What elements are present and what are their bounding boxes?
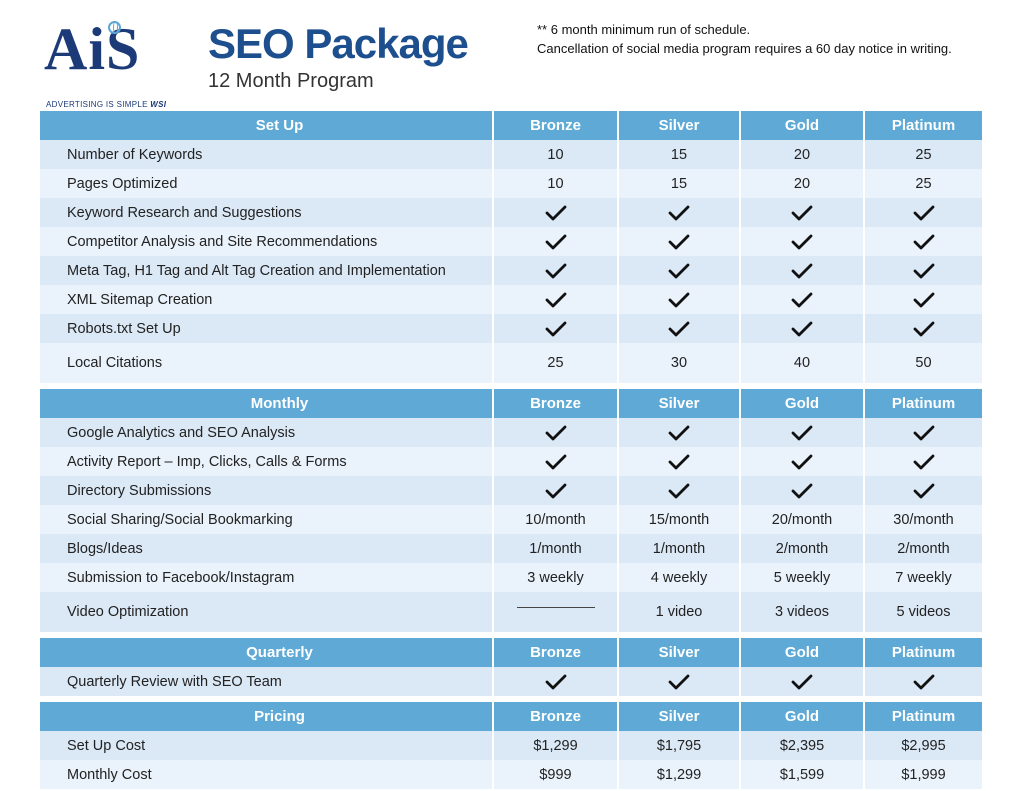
checkmark-icon xyxy=(790,673,814,691)
feature-label: Pages Optimized xyxy=(67,175,178,192)
checkmark-icon xyxy=(912,424,936,442)
checkmark-icon xyxy=(544,320,568,338)
cell-silver xyxy=(617,418,739,447)
table-row xyxy=(40,760,982,789)
tier-header-platinum: Platinum xyxy=(863,702,982,731)
feature-label: Directory Submissions xyxy=(67,482,212,499)
page-subtitle: 12 Month Program xyxy=(208,70,374,92)
section-pricing xyxy=(40,702,982,789)
cell-platinum xyxy=(863,476,982,505)
company-logo xyxy=(44,16,180,109)
cell-silver: 15 xyxy=(617,169,739,198)
checkmark-icon xyxy=(544,453,568,471)
cell-bronze xyxy=(492,476,617,505)
cell-platinum: 7 weekly xyxy=(863,563,982,592)
table-row xyxy=(40,476,982,505)
cell-platinum xyxy=(863,256,982,285)
checkmark-icon xyxy=(790,291,814,309)
tier-header-bronze: Bronze xyxy=(492,111,617,140)
package-table xyxy=(40,111,982,789)
cell-platinum xyxy=(863,667,982,696)
table-row xyxy=(40,198,982,227)
table-row xyxy=(40,285,982,314)
notes xyxy=(537,20,952,58)
feature-label: Social Sharing/Social Bookmarking xyxy=(67,511,293,528)
checkmark-icon xyxy=(912,453,936,471)
feature-label: Competitor Analysis and Site Recommendations xyxy=(67,233,378,250)
cell-platinum xyxy=(863,227,982,256)
checkmark-icon xyxy=(667,673,691,691)
not-included-dash xyxy=(517,607,595,608)
cell-gold: 20 xyxy=(739,140,863,169)
tier-header-silver: Silver xyxy=(617,389,739,418)
cell-bronze: 10 xyxy=(492,169,617,198)
cell-silver xyxy=(617,285,739,314)
cell-bronze: 3 weekly xyxy=(492,563,617,592)
logo-mark: AiS xyxy=(44,16,141,82)
feature-label: Blogs/Ideas xyxy=(67,540,143,557)
cell-silver xyxy=(617,198,739,227)
cell-silver: 15 xyxy=(617,140,739,169)
feature-label: Submission to Facebook/Instagram xyxy=(67,569,295,586)
cell-platinum: $1,999 xyxy=(863,760,982,789)
checkmark-icon xyxy=(667,482,691,500)
cell-gold: 2/month xyxy=(739,534,863,563)
table-row xyxy=(40,592,982,632)
checkmark-icon xyxy=(790,320,814,338)
tier-header-silver: Silver xyxy=(617,638,739,667)
cell-gold xyxy=(739,447,863,476)
checkmark-icon xyxy=(544,482,568,500)
checkmark-icon xyxy=(912,204,936,222)
section-set-up xyxy=(40,111,982,383)
cell-silver: 30 xyxy=(617,343,739,383)
checkmark-icon xyxy=(790,424,814,442)
cell-silver xyxy=(617,476,739,505)
checkmark-icon xyxy=(912,673,936,691)
checkmark-icon xyxy=(912,262,936,280)
tier-header-bronze: Bronze xyxy=(492,389,617,418)
cell-silver xyxy=(617,227,739,256)
feature-label: Set Up Cost xyxy=(67,737,146,754)
cell-silver: 15/month xyxy=(617,505,739,534)
tier-header-gold: Gold xyxy=(739,389,863,418)
cell-platinum xyxy=(863,198,982,227)
table-row xyxy=(40,256,982,285)
cell-gold xyxy=(739,256,863,285)
cell-bronze xyxy=(492,418,617,447)
tier-header-platinum: Platinum xyxy=(863,111,982,140)
cell-bronze xyxy=(492,314,617,343)
tier-header-gold: Gold xyxy=(739,702,863,731)
feature-label: Meta Tag, H1 Tag and Alt Tag Creation and Implementation xyxy=(67,262,446,279)
table-row xyxy=(40,343,982,383)
cell-silver: 1/month xyxy=(617,534,739,563)
cell-gold: 20/month xyxy=(739,505,863,534)
checkmark-icon xyxy=(544,291,568,309)
checkmark-icon xyxy=(544,673,568,691)
checkmark-icon xyxy=(667,233,691,251)
cell-gold: 20 xyxy=(739,169,863,198)
cell-gold: 3 videos xyxy=(739,592,863,632)
checkmark-icon xyxy=(667,424,691,442)
tier-header-platinum: Platinum xyxy=(863,389,982,418)
globe-icon xyxy=(108,21,121,34)
page-title: SEO Package xyxy=(208,20,468,67)
cell-bronze xyxy=(492,285,617,314)
checkmark-icon xyxy=(667,291,691,309)
checkmark-icon xyxy=(667,320,691,338)
table-row xyxy=(40,447,982,476)
section-title: Pricing xyxy=(254,708,305,725)
cell-silver xyxy=(617,447,739,476)
cell-silver: $1,299 xyxy=(617,760,739,789)
cell-bronze: $999 xyxy=(492,760,617,789)
cell-bronze xyxy=(492,667,617,696)
checkmark-icon xyxy=(912,233,936,251)
checkmark-icon xyxy=(912,291,936,309)
checkmark-icon xyxy=(667,262,691,280)
cell-silver xyxy=(617,256,739,285)
cell-bronze xyxy=(492,447,617,476)
logo-tagline xyxy=(46,100,166,109)
feature-label: Video Optimization xyxy=(67,604,189,620)
cell-silver: 1 video xyxy=(617,592,739,632)
feature-label: Local Citations xyxy=(67,355,163,371)
cell-gold xyxy=(739,314,863,343)
cell-platinum xyxy=(863,314,982,343)
table-row xyxy=(40,505,982,534)
cell-platinum: $2,995 xyxy=(863,731,982,760)
cell-gold xyxy=(739,418,863,447)
tier-header-gold: Gold xyxy=(739,638,863,667)
logo-partner: WSI xyxy=(150,100,167,109)
cell-bronze xyxy=(492,256,617,285)
cell-silver xyxy=(617,667,739,696)
cell-gold xyxy=(739,198,863,227)
tier-header-platinum: Platinum xyxy=(863,638,982,667)
cell-gold: $2,395 xyxy=(739,731,863,760)
cell-platinum xyxy=(863,285,982,314)
section-title: Monthly xyxy=(250,395,309,412)
checkmark-icon xyxy=(667,453,691,471)
section-header-row xyxy=(40,702,982,731)
table-row xyxy=(40,140,982,169)
section-monthly xyxy=(40,389,982,632)
checkmark-icon xyxy=(912,320,936,338)
cell-platinum: 50 xyxy=(863,343,982,383)
checkmark-icon xyxy=(667,204,691,222)
cell-gold: $1,599 xyxy=(739,760,863,789)
cell-bronze: 10 xyxy=(492,140,617,169)
cell-gold: 5 weekly xyxy=(739,563,863,592)
feature-label: Keyword Research and Suggestions xyxy=(67,204,302,221)
cell-bronze: $1,299 xyxy=(492,731,617,760)
table-row xyxy=(40,418,982,447)
section-quarterly xyxy=(40,638,982,696)
feature-label: Monthly Cost xyxy=(67,766,152,783)
section-header-row xyxy=(40,389,982,418)
cell-gold xyxy=(739,476,863,505)
feature-label: Robots.txt Set Up xyxy=(67,320,181,337)
table-row xyxy=(40,314,982,343)
cell-gold xyxy=(739,285,863,314)
table-row xyxy=(40,667,982,696)
logo-tagline-text: ADVERTISING IS SIMPLE xyxy=(46,100,148,109)
cell-silver xyxy=(617,314,739,343)
note-cancellation: Cancellation of social media program requires a 60 day notice in writing. xyxy=(537,41,952,56)
cell-bronze: 25 xyxy=(492,343,617,383)
section-header-row xyxy=(40,638,982,667)
cell-bronze: 10/month xyxy=(492,505,617,534)
checkmark-icon xyxy=(790,262,814,280)
section-title: Quarterly xyxy=(246,644,313,661)
tier-header-silver: Silver xyxy=(617,702,739,731)
checkmark-icon xyxy=(790,204,814,222)
feature-label: Activity Report – Imp, Clicks, Calls & Forms xyxy=(67,453,347,470)
cell-bronze: 1/month xyxy=(492,534,617,563)
table-row xyxy=(40,563,982,592)
cell-platinum: 5 videos xyxy=(863,592,982,632)
feature-label: Number of Keywords xyxy=(67,146,203,163)
cell-bronze xyxy=(492,227,617,256)
tier-header-bronze: Bronze xyxy=(492,702,617,731)
tier-header-bronze: Bronze xyxy=(492,638,617,667)
checkmark-icon xyxy=(912,482,936,500)
table-row xyxy=(40,731,982,760)
table-row xyxy=(40,169,982,198)
cell-platinum xyxy=(863,418,982,447)
checkmark-icon xyxy=(790,453,814,471)
cell-bronze xyxy=(492,592,617,632)
cell-silver: $1,795 xyxy=(617,731,739,760)
cell-gold xyxy=(739,227,863,256)
checkmark-icon xyxy=(544,204,568,222)
section-header-row xyxy=(40,111,982,140)
tier-header-gold: Gold xyxy=(739,111,863,140)
cell-platinum: 25 xyxy=(863,140,982,169)
table-row xyxy=(40,534,982,563)
feature-label: XML Sitemap Creation xyxy=(67,291,213,308)
checkmark-icon xyxy=(790,233,814,251)
cell-platinum xyxy=(863,447,982,476)
checkmark-icon xyxy=(544,424,568,442)
section-title: Set Up xyxy=(255,117,304,134)
cell-gold: 40 xyxy=(739,343,863,383)
tier-header-silver: Silver xyxy=(617,111,739,140)
cell-platinum: 30/month xyxy=(863,505,982,534)
note-minimum-run: ** 6 month minimum run of schedule. xyxy=(537,22,751,37)
cell-platinum: 2/month xyxy=(863,534,982,563)
checkmark-icon xyxy=(544,233,568,251)
feature-label: Google Analytics and SEO Analysis xyxy=(67,424,296,441)
cell-silver: 4 weekly xyxy=(617,563,739,592)
cell-gold xyxy=(739,667,863,696)
cell-platinum: 25 xyxy=(863,169,982,198)
table-row xyxy=(40,227,982,256)
checkmark-icon xyxy=(790,482,814,500)
cell-bronze xyxy=(492,198,617,227)
checkmark-icon xyxy=(544,262,568,280)
feature-label: Quarterly Review with SEO Team xyxy=(67,673,282,690)
